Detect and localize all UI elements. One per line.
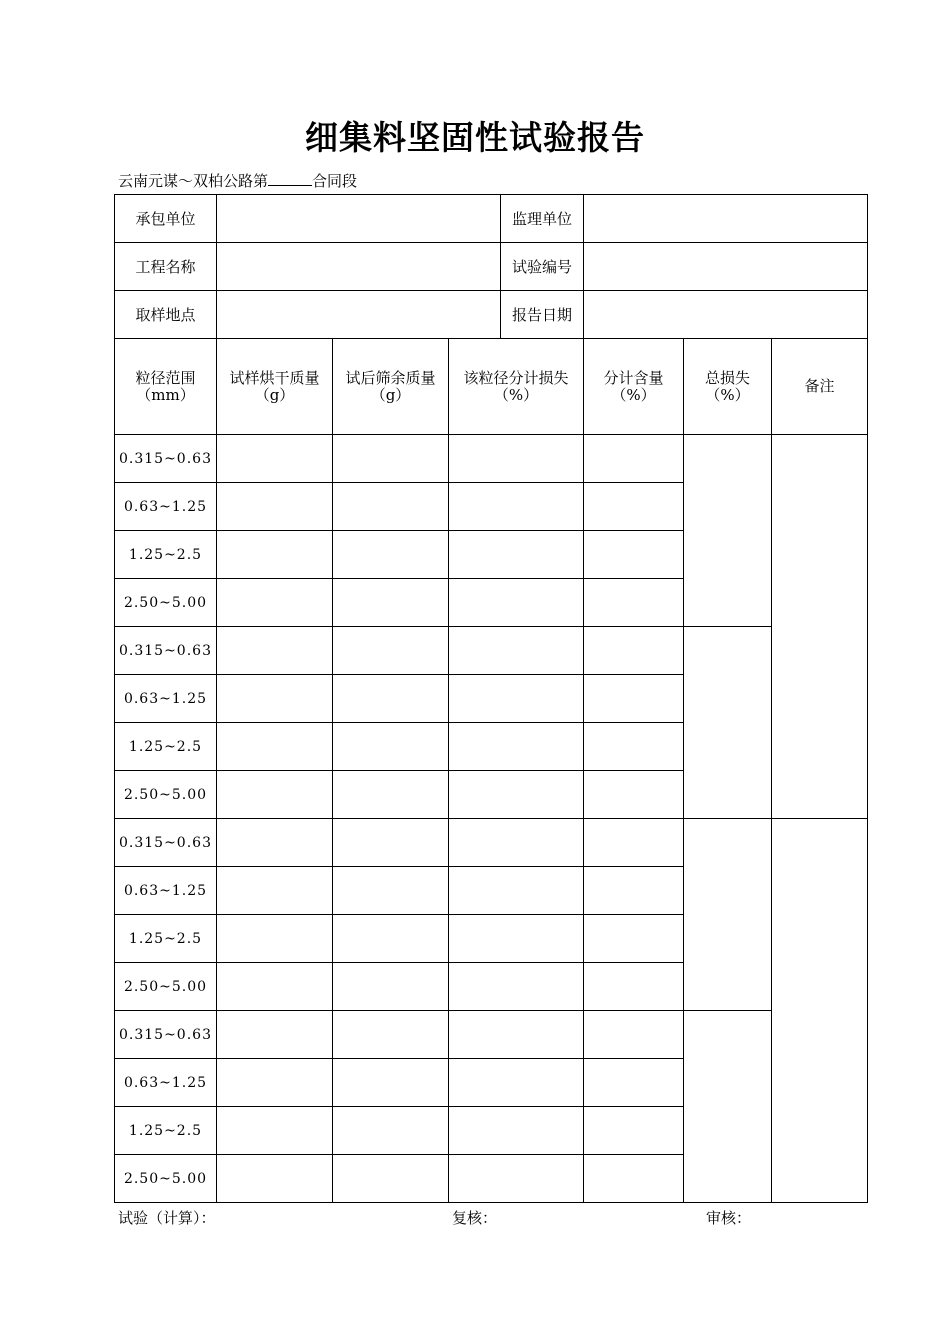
fraction-content-cell[interactable] bbox=[584, 867, 684, 915]
fraction-loss-cell[interactable] bbox=[449, 963, 584, 1011]
dry-mass-cell[interactable] bbox=[217, 675, 333, 723]
fraction-loss-cell[interactable] bbox=[449, 675, 584, 723]
size-range-cell: 2.50~5.00 bbox=[115, 771, 217, 819]
reviewer-signature-label: 复核： bbox=[452, 1209, 498, 1227]
header-retained-mass-unit: （g） bbox=[370, 385, 411, 404]
size-range-cell: 0.315~0.63 bbox=[115, 1011, 217, 1059]
retained-mass-cell[interactable] bbox=[333, 1011, 449, 1059]
fraction-content-cell[interactable] bbox=[584, 963, 684, 1011]
subtitle-suffix: 合同段 bbox=[312, 172, 358, 190]
fraction-loss-cell[interactable] bbox=[449, 723, 584, 771]
retained-mass-cell[interactable] bbox=[333, 531, 449, 579]
total-loss-cell-group-4[interactable] bbox=[684, 1011, 772, 1203]
size-range-cell: 0.63~1.25 bbox=[115, 675, 217, 723]
dry-mass-cell[interactable] bbox=[217, 915, 333, 963]
supervisor-value[interactable] bbox=[584, 195, 868, 243]
fraction-loss-cell[interactable] bbox=[449, 1107, 584, 1155]
fraction-content-cell[interactable] bbox=[584, 771, 684, 819]
header-remarks bbox=[772, 339, 868, 435]
retained-mass-cell[interactable] bbox=[333, 867, 449, 915]
supervisor-label: 监理单位 bbox=[501, 195, 584, 243]
report-title: 细集料坚固性试验报告 bbox=[305, 118, 645, 157]
dry-mass-cell[interactable] bbox=[217, 771, 333, 819]
fraction-content-cell[interactable] bbox=[584, 531, 684, 579]
dry-mass-cell[interactable] bbox=[217, 1155, 333, 1203]
fraction-content-cell[interactable] bbox=[584, 1155, 684, 1203]
retained-mass-cell[interactable] bbox=[333, 819, 449, 867]
header-remarks-label: 备注 bbox=[804, 377, 835, 395]
fraction-content-cell[interactable] bbox=[584, 1011, 684, 1059]
dry-mass-cell[interactable] bbox=[217, 435, 333, 483]
dry-mass-cell[interactable] bbox=[217, 1059, 333, 1107]
remarks-cell-sample-1[interactable] bbox=[772, 435, 868, 819]
retained-mass-cell[interactable] bbox=[333, 723, 449, 771]
dry-mass-cell[interactable] bbox=[217, 723, 333, 771]
size-range-cell: 0.315~0.63 bbox=[115, 627, 217, 675]
fraction-content-cell[interactable] bbox=[584, 723, 684, 771]
header-fraction-content bbox=[584, 339, 684, 435]
subtitle-prefix: 云南元谋～双柏公路第 bbox=[118, 172, 269, 190]
header-size-range bbox=[115, 339, 217, 435]
header-total-loss-unit: （%） bbox=[705, 385, 750, 404]
size-range-cell: 0.315~0.63 bbox=[115, 435, 217, 483]
size-range-cell: 0.63~1.25 bbox=[115, 867, 217, 915]
sampling-location-value[interactable] bbox=[217, 291, 501, 339]
size-range-cell: 0.63~1.25 bbox=[115, 483, 217, 531]
size-range-cell: 1.25~2.5 bbox=[115, 1107, 217, 1155]
fraction-content-cell[interactable] bbox=[584, 579, 684, 627]
header-retained-mass-label: 试后筛余质量 bbox=[345, 368, 436, 387]
fraction-content-cell[interactable] bbox=[584, 435, 684, 483]
fraction-content-cell[interactable] bbox=[584, 1107, 684, 1155]
header-dry-mass bbox=[217, 339, 333, 435]
fraction-loss-cell[interactable] bbox=[449, 483, 584, 531]
fraction-content-cell[interactable] bbox=[584, 627, 684, 675]
dry-mass-cell[interactable] bbox=[217, 819, 333, 867]
header-size-range-unit: （mm） bbox=[136, 385, 195, 404]
header-total-loss-label: 总损失 bbox=[705, 368, 751, 387]
retained-mass-cell[interactable] bbox=[333, 915, 449, 963]
header-fraction-loss bbox=[449, 339, 584, 435]
info-row-sampling bbox=[115, 291, 868, 339]
fraction-content-cell[interactable] bbox=[584, 483, 684, 531]
report-date-value[interactable] bbox=[584, 291, 868, 339]
header-fraction-content-unit: （%） bbox=[611, 385, 656, 404]
fraction-loss-cell[interactable] bbox=[449, 1011, 584, 1059]
total-loss-cell-group-2[interactable] bbox=[684, 627, 772, 819]
contractor-value[interactable] bbox=[217, 195, 501, 243]
report-date-label: 报告日期 bbox=[501, 291, 584, 339]
contract-number-blank[interactable] bbox=[268, 171, 312, 186]
retained-mass-cell[interactable] bbox=[333, 1107, 449, 1155]
fraction-content-cell[interactable] bbox=[584, 915, 684, 963]
contractor-label: 承包单位 bbox=[115, 195, 217, 243]
table-row bbox=[115, 627, 868, 675]
retained-mass-cell[interactable] bbox=[333, 483, 449, 531]
approver-signature-label: 审核： bbox=[706, 1209, 752, 1227]
retained-mass-cell[interactable] bbox=[333, 435, 449, 483]
info-row-project bbox=[115, 243, 868, 291]
size-range-cell: 1.25~2.5 bbox=[115, 531, 217, 579]
header-fraction-loss-unit: （%） bbox=[493, 385, 539, 404]
total-loss-cell-group-3[interactable] bbox=[684, 819, 772, 1011]
column-header-row bbox=[115, 339, 868, 435]
test-report-table bbox=[114, 194, 868, 1203]
retained-mass-cell[interactable] bbox=[333, 771, 449, 819]
dry-mass-cell[interactable] bbox=[217, 867, 333, 915]
size-range-cell: 1.25~2.5 bbox=[115, 723, 217, 771]
retained-mass-cell[interactable] bbox=[333, 675, 449, 723]
dry-mass-cell[interactable] bbox=[217, 627, 333, 675]
fraction-loss-cell[interactable] bbox=[449, 531, 584, 579]
fraction-loss-cell[interactable] bbox=[449, 867, 584, 915]
dry-mass-cell[interactable] bbox=[217, 531, 333, 579]
header-fraction-loss-label: 该粒径分计损失 bbox=[463, 368, 569, 387]
size-range-cell: 0.63~1.25 bbox=[115, 1059, 217, 1107]
retained-mass-cell[interactable] bbox=[333, 1155, 449, 1203]
fraction-content-cell[interactable] bbox=[584, 819, 684, 867]
header-size-range-label: 粒径范围 bbox=[135, 368, 196, 387]
table-row bbox=[115, 1011, 868, 1059]
test-number-value[interactable] bbox=[584, 243, 868, 291]
fraction-loss-cell[interactable] bbox=[449, 819, 584, 867]
dry-mass-cell[interactable] bbox=[217, 483, 333, 531]
dry-mass-cell[interactable] bbox=[217, 963, 333, 1011]
size-range-cell: 1.25~2.5 bbox=[115, 915, 217, 963]
fraction-loss-cell[interactable] bbox=[449, 915, 584, 963]
fraction-loss-cell[interactable] bbox=[449, 1059, 584, 1107]
header-retained-mass bbox=[333, 339, 449, 435]
size-range-cell: 2.50~5.00 bbox=[115, 963, 217, 1011]
fraction-content-cell[interactable] bbox=[584, 675, 684, 723]
dry-mass-cell[interactable] bbox=[217, 579, 333, 627]
header-dry-mass-unit: （g） bbox=[254, 385, 295, 404]
fraction-content-cell[interactable] bbox=[584, 1059, 684, 1107]
dry-mass-cell[interactable] bbox=[217, 1107, 333, 1155]
test-number-label: 试验编号 bbox=[501, 243, 584, 291]
header-total-loss bbox=[684, 339, 772, 435]
sampling-location-label: 取样地点 bbox=[115, 291, 217, 339]
header-fraction-content-label: 分计含量 bbox=[603, 368, 664, 387]
size-range-cell: 0.315~0.63 bbox=[115, 819, 217, 867]
table-row bbox=[115, 435, 868, 483]
fraction-loss-cell[interactable] bbox=[449, 627, 584, 675]
retained-mass-cell[interactable] bbox=[333, 579, 449, 627]
fraction-loss-cell[interactable] bbox=[449, 435, 584, 483]
fraction-loss-cell[interactable] bbox=[449, 1155, 584, 1203]
size-range-cell: 2.50~5.00 bbox=[115, 579, 217, 627]
contract-section-line bbox=[118, 170, 357, 191]
info-row-contractor bbox=[115, 195, 868, 243]
size-range-cell: 2.50~5.00 bbox=[115, 1155, 217, 1203]
retained-mass-cell[interactable] bbox=[333, 1059, 449, 1107]
table-row bbox=[115, 819, 868, 867]
retained-mass-cell[interactable] bbox=[333, 963, 449, 1011]
remarks-cell-sample-2[interactable] bbox=[772, 819, 868, 1203]
project-name-label: 工程名称 bbox=[115, 243, 217, 291]
tester-signature-label: 试验（计算）： bbox=[118, 1209, 216, 1227]
dry-mass-cell[interactable] bbox=[217, 1011, 333, 1059]
header-dry-mass-label: 试样烘干质量 bbox=[229, 368, 320, 387]
fraction-loss-cell[interactable] bbox=[449, 771, 584, 819]
project-name-value[interactable] bbox=[217, 243, 501, 291]
fraction-loss-cell[interactable] bbox=[449, 579, 584, 627]
retained-mass-cell[interactable] bbox=[333, 627, 449, 675]
total-loss-cell-group-1[interactable] bbox=[684, 435, 772, 627]
